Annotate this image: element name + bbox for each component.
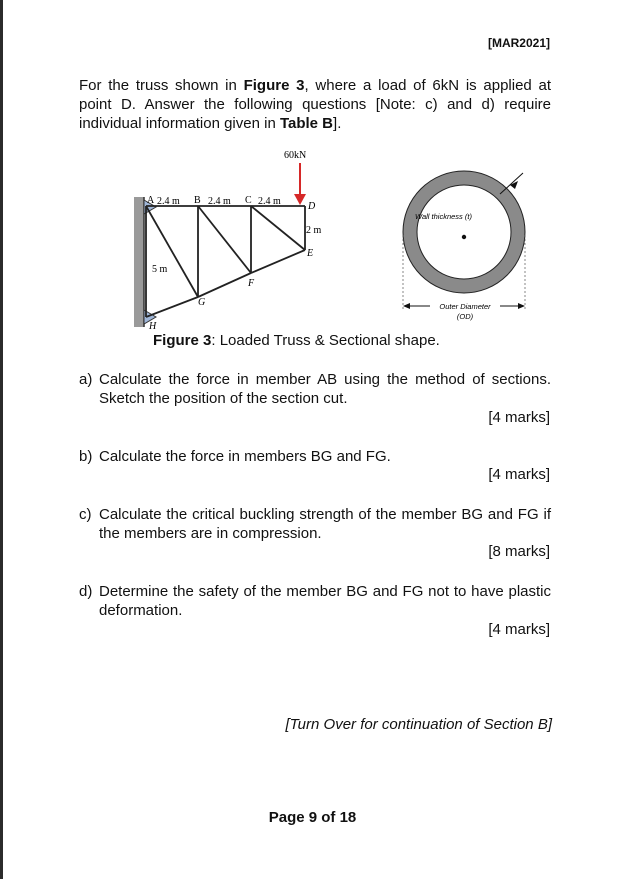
load-label: 60kN xyxy=(284,150,307,161)
load-arrow xyxy=(294,194,306,205)
figure-3-drawing xyxy=(130,145,550,335)
node-h: H xyxy=(149,321,157,332)
wall xyxy=(134,197,144,327)
dim-ab: 2.4 m xyxy=(157,196,180,207)
dim-height: 5 m xyxy=(152,264,168,275)
intro-paragraph: For the truss shown in Figure 3, where a load of 6kN is applied at point D. Answer the following questions [Note: c) and d) require individual information given in Table B]. xyxy=(79,77,552,132)
center-point xyxy=(462,235,466,239)
figure-reference: Figure 3 xyxy=(243,77,305,94)
outer-diameter-label: Outer Diameter xyxy=(439,302,491,311)
table-reference: Table B xyxy=(279,115,334,132)
question-d: d) Determine the safety of the member BG and FG not to have plastic deformation. xyxy=(79,583,551,619)
question-a: a) Calculate the force in member AB using the method of sections. Sketch the position of the section cut. xyxy=(79,371,551,407)
outer-diameter-abbr: (OD) xyxy=(456,312,474,321)
exam-code: [MAR2021] xyxy=(487,36,550,50)
figure-3 xyxy=(130,145,550,335)
node-g: G xyxy=(198,297,206,308)
page-number: Page 9 of 18 xyxy=(268,809,357,826)
marks-b: [4 marks] xyxy=(488,466,550,483)
node-a: A xyxy=(147,195,155,206)
node-f: F xyxy=(248,278,255,289)
dim-de: 2 m xyxy=(306,225,322,236)
wall-thickness-label: Wall thickness (t) xyxy=(415,212,472,221)
node-b: B xyxy=(194,195,201,206)
marks-d: [4 marks] xyxy=(488,621,550,638)
marks-a: [4 marks] xyxy=(488,409,550,426)
node-c: C xyxy=(245,195,252,206)
node-e: E xyxy=(307,248,314,259)
dim-cd: 2.4 m xyxy=(258,196,281,207)
question-c: c) Calculate the critical buckling strength of the member BG and FG if the members are in compression. xyxy=(79,506,551,542)
truss-members xyxy=(146,206,305,317)
figure-caption: Figure 3: Loaded Truss & Sectional shape. xyxy=(153,332,440,349)
marks-c: [8 marks] xyxy=(488,543,550,560)
page-edge xyxy=(0,0,3,879)
question-b: b) Calculate the force in members BG and FG. xyxy=(79,448,391,465)
node-d: D xyxy=(308,201,316,212)
turn-over-note: [Turn Over for continuation of Section B] xyxy=(285,716,552,733)
dim-bc: 2.4 m xyxy=(208,196,231,207)
tube-section xyxy=(410,178,518,286)
